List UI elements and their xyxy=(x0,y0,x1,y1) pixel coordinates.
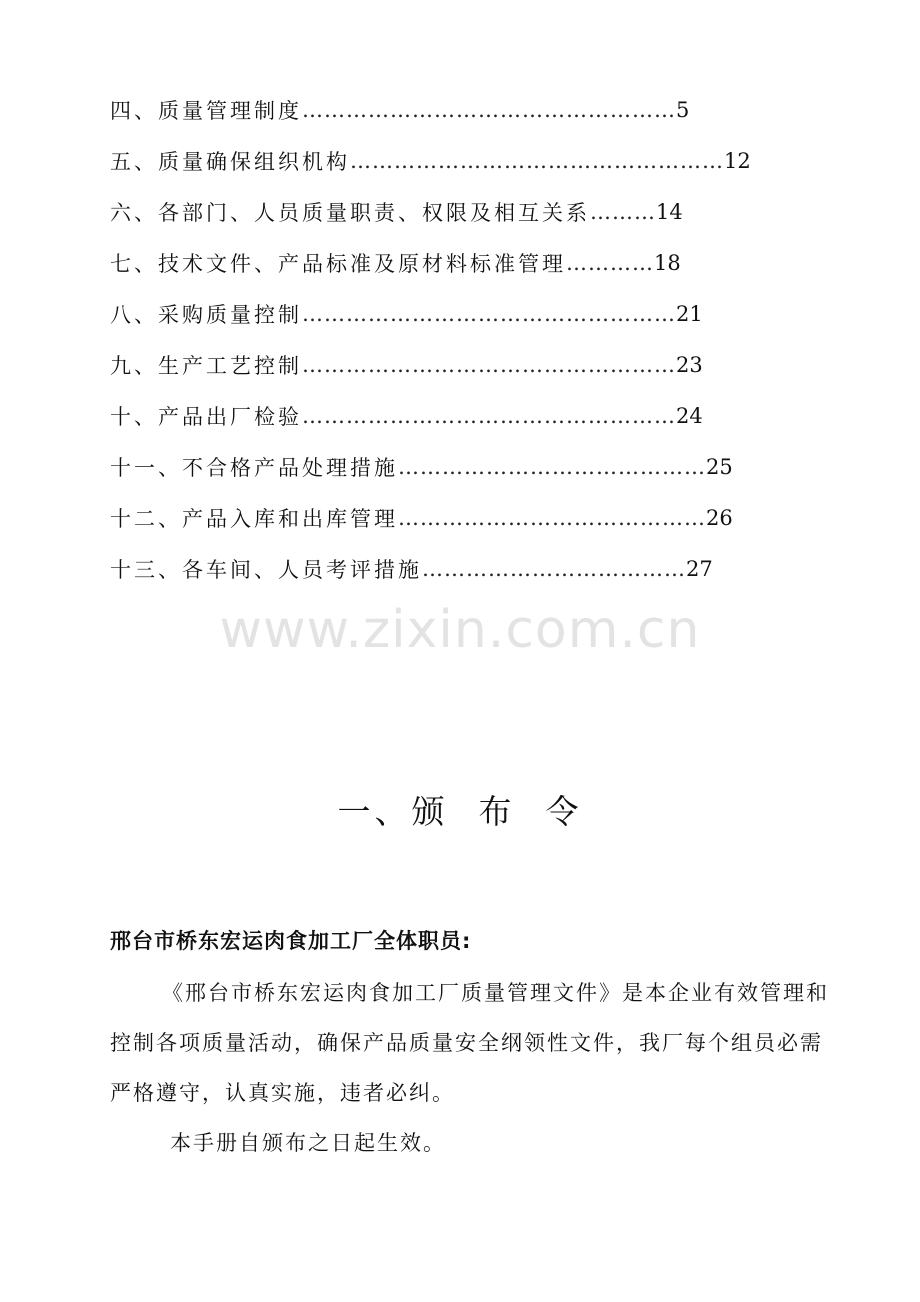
toc-entry-title: 五、质量确保组织机构 xyxy=(110,149,350,174)
toc-page-number: 18 xyxy=(654,250,681,275)
watermark: www.zixin.com.cn xyxy=(219,600,701,660)
toc-row[interactable] xyxy=(110,237,730,288)
toc-page-number: 25 xyxy=(706,454,733,479)
toc-entry-title: 四、质量管理制度 xyxy=(110,98,302,123)
heading-part-word: 布 xyxy=(478,792,516,831)
toc-page-number: 27 xyxy=(686,556,713,581)
heading-part-word: 令 xyxy=(545,792,583,831)
toc-page-number: 24 xyxy=(676,403,703,428)
toc-row[interactable] xyxy=(110,543,730,594)
toc-row[interactable] xyxy=(110,492,733,543)
toc-row[interactable] xyxy=(110,441,733,492)
heading-part-number: 一、颁 xyxy=(337,792,449,831)
toc-leader-dots: ………… xyxy=(566,250,654,275)
toc-row[interactable] xyxy=(110,339,730,390)
toc-row[interactable] xyxy=(110,390,730,441)
toc-entry-title: 九、生产工艺控制 xyxy=(110,353,302,378)
toc-row[interactable] xyxy=(110,135,751,186)
toc-row[interactable] xyxy=(110,288,730,339)
toc-page-number: 21 xyxy=(676,301,703,326)
toc-entry-title: 十、产品出厂检验 xyxy=(110,404,302,429)
toc-leader-dots: …………………………………… xyxy=(398,505,706,530)
toc-leader-dots: …………………………………………… xyxy=(302,97,676,122)
toc-entry-title: 七、技术文件、产品标准及原材料标准管理 xyxy=(110,251,566,276)
toc-leader-dots: …………………………………… xyxy=(398,454,706,479)
toc-entry-title: 八、采购质量控制 xyxy=(110,302,302,327)
toc-page-number: 14 xyxy=(656,199,683,224)
toc-row[interactable] xyxy=(110,84,730,135)
toc-page-number: 5 xyxy=(676,97,690,122)
toc-entry-title: 六、各部门、人员质量职责、权限及相互关系 xyxy=(110,200,590,225)
toc-leader-dots: …………………………………………… xyxy=(302,403,676,428)
toc-page-number: 23 xyxy=(676,352,703,377)
salutation: 邢台市桥东宏运肉食加工厂全体职员: xyxy=(110,929,472,953)
toc-leader-dots: ……………………………… xyxy=(422,556,686,581)
toc-entry-title: 十二、产品入库和出库管理 xyxy=(110,506,398,531)
toc-entry-title: 十三、各车间、人员考评措施 xyxy=(110,557,422,582)
toc-page-number: 26 xyxy=(706,505,733,530)
toc-entry-title: 十一、不合格产品处理措施 xyxy=(110,455,398,480)
toc-leader-dots: …………………………………………… xyxy=(350,148,724,173)
body-paragraph: 《邢台市桥东宏运肉食加工厂质量管理文件》是本企业有效管理和控制各项质量活动，确保产品质量安全纲领性文件，我厂每个组员必需严格遵守，认真实施，违者必纠。 xyxy=(110,981,829,1105)
toc-leader-dots: …………………………………………… xyxy=(302,352,676,377)
table-of-contents xyxy=(110,84,751,594)
toc-page-number: 12 xyxy=(724,148,751,173)
section-heading xyxy=(0,786,920,833)
body-paragraph-effective: 本手册自颁布之日起生效。 xyxy=(170,1131,446,1155)
toc-leader-dots: …………………………………………… xyxy=(302,301,676,326)
toc-row[interactable] xyxy=(110,186,730,237)
toc-leader-dots: ……… xyxy=(590,199,656,224)
